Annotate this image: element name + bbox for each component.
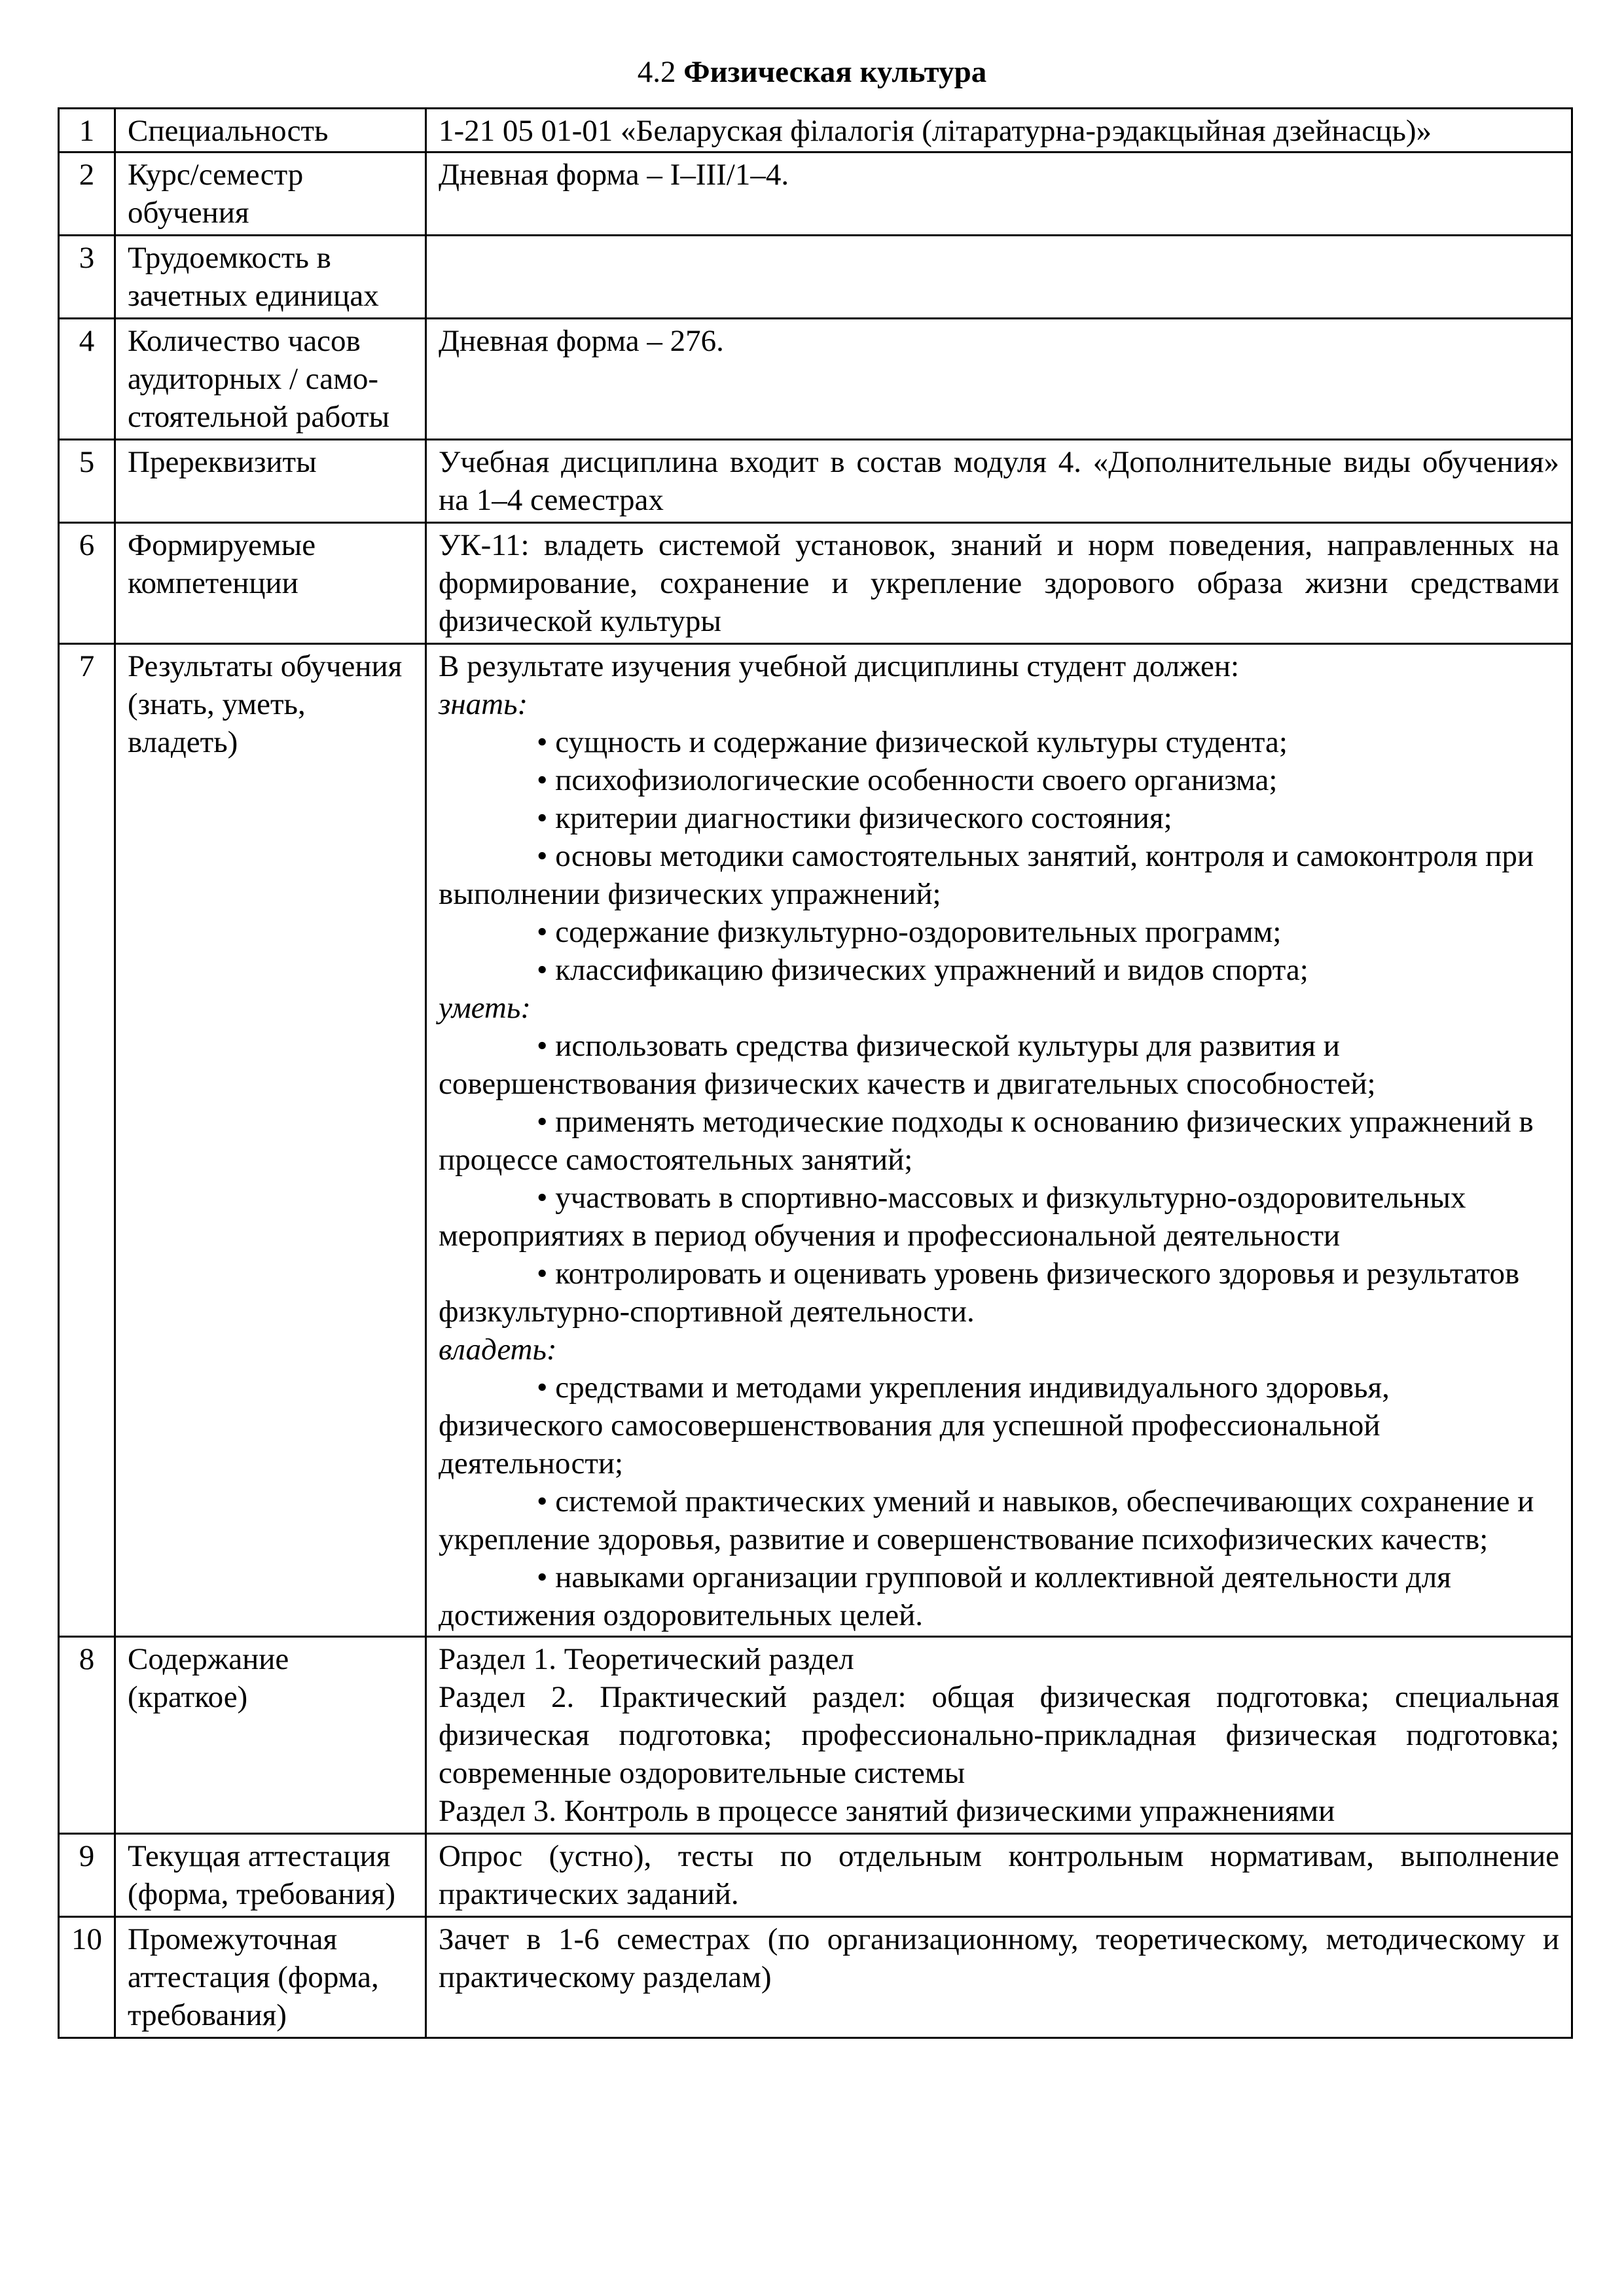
row-label: Трудоемкость в зачетных единицах: [115, 236, 426, 319]
row-label: Специальность: [115, 109, 426, 152]
row-number: 2: [59, 152, 115, 236]
table-row: [59, 152, 1572, 236]
row-label: Результаты обучения (знать, уметь, владеть): [115, 644, 426, 1637]
row-label: Промежуточная аттестация (форма, требования): [115, 1917, 426, 2038]
row-value: Опрос (устно), тесты по отдельным контрольным нормативам, выполнение практических заданий.: [426, 1834, 1572, 1917]
discipline-table: [58, 107, 1573, 2039]
title-prefix: 4.2: [637, 55, 684, 89]
know-item: • содержание физкультурно-оздоровительных программ;: [537, 915, 1282, 949]
know-item: • классификацию физических упражнений и видов спорта;: [537, 953, 1308, 987]
table-row: [59, 109, 1572, 152]
table-row: [59, 1637, 1572, 1834]
own-item: • навыками организации групповой и коллективной деятельности для достижения оздоровительных целей.: [439, 1560, 1451, 1632]
own-item: • средствами и методами укрепления индивидуального здоровья, физического самосовершенствования для успешной профессиональной деятельности;: [439, 1371, 1390, 1480]
can-item: • применять методические подходы к основанию физических упражнений в процессе самостоятельных занятий;: [439, 1105, 1534, 1177]
section-line: Раздел 3. Контроль в процессе занятий физическими упражнениями: [439, 1794, 1335, 1828]
row-value: УК-11: владеть системой установок, знаний и норм поведения, направленных на формирование, сохранение и укрепление здорового образа жизни средствами физической культуры: [426, 523, 1572, 644]
can-item: • использовать средства физической культуры для развития и совершенствования физических качеств и двигательных способностей;: [439, 1029, 1376, 1101]
know-heading: знать:: [439, 687, 528, 721]
own-heading: владеть:: [439, 1333, 557, 1367]
content-sections: [426, 1637, 1572, 1834]
table-row: [59, 644, 1572, 1637]
know-item: • сущность и содержание физической культуры студента;: [537, 725, 1288, 759]
row-number: 8: [59, 1637, 115, 1834]
row-value: Дневная форма – I–III/1–4.: [426, 152, 1572, 236]
own-item: • системой практических умений и навыков, обеспечивающих сохранение и укрепление здоровья, развитие и совершенствование психофизических качеств;: [439, 1484, 1534, 1556]
row-label: Формируемые компетенции: [115, 523, 426, 644]
row-number: 1: [59, 109, 115, 152]
row-value: 1-21 05 01-01 «Беларуская філалогія (літаратурна-рэдакцыйная дзейнасць)»: [426, 109, 1572, 152]
row-label: Текущая аттестация (форма, требования): [115, 1834, 426, 1917]
table-row: [59, 236, 1572, 319]
row-value: Дневная форма – 276.: [426, 319, 1572, 440]
row-number: 10: [59, 1917, 115, 2038]
know-item: • основы методики самостоятельных занятий, контроля и самоконтроля при выполнении физических упражнений;: [439, 839, 1534, 911]
table-row: [59, 523, 1572, 644]
can-item: • участвовать в спортивно-массовых и физкультурно-оздоровительных мероприятиях в период обучения и профессиональной деятельности: [439, 1181, 1466, 1253]
learning-outcomes: [426, 644, 1572, 1637]
row-number: 6: [59, 523, 115, 644]
row-label: Пререквизиты: [115, 440, 426, 523]
row-number: 9: [59, 1834, 115, 1917]
page-title: [0, 52, 1624, 92]
table-row: [59, 319, 1572, 440]
row-value: Зачет в 1-6 семестрах (по организационному, теоретическому, методическому и практическому разделам): [426, 1917, 1572, 2038]
row-label: Количество часов аудиторных / само-стоятельной работы: [115, 319, 426, 440]
row-value: Учебная дисциплина входит в состав модуля 4. «Дополнительные виды обучения» на 1–4 семестрах: [426, 440, 1572, 523]
section-line: Раздел 2. Практический раздел: общая физическая подготовка; специальная физическая подготовка; профессионально-прикладная физическая подготовка; современные оздоровительные системы: [439, 1680, 1559, 1790]
row-number: 4: [59, 319, 115, 440]
row-label: Содержание (краткое): [115, 1637, 426, 1834]
know-item: • психофизиологические особенности своего организма;: [537, 763, 1278, 797]
row-number: 5: [59, 440, 115, 523]
title-name: Физическая культура: [683, 55, 987, 89]
can-heading: уметь:: [439, 991, 531, 1025]
outcomes-intro: В результате изучения учебной дисциплины студент должен:: [439, 649, 1240, 683]
table-row: [59, 440, 1572, 523]
row-label: Курс/семестр обучения: [115, 152, 426, 236]
can-item: • контролировать и оценивать уровень физического здоровья и результатов физкультурно-спортивной деятельности.: [439, 1257, 1520, 1329]
table-row: [59, 1917, 1572, 2038]
know-item: • критерии диагностики физического состояния;: [537, 801, 1172, 835]
section-line: Раздел 1. Теоретический раздел: [439, 1642, 854, 1676]
row-value: [426, 236, 1572, 319]
table-row: [59, 1834, 1572, 1917]
row-number: 3: [59, 236, 115, 319]
row-number: 7: [59, 644, 115, 1637]
